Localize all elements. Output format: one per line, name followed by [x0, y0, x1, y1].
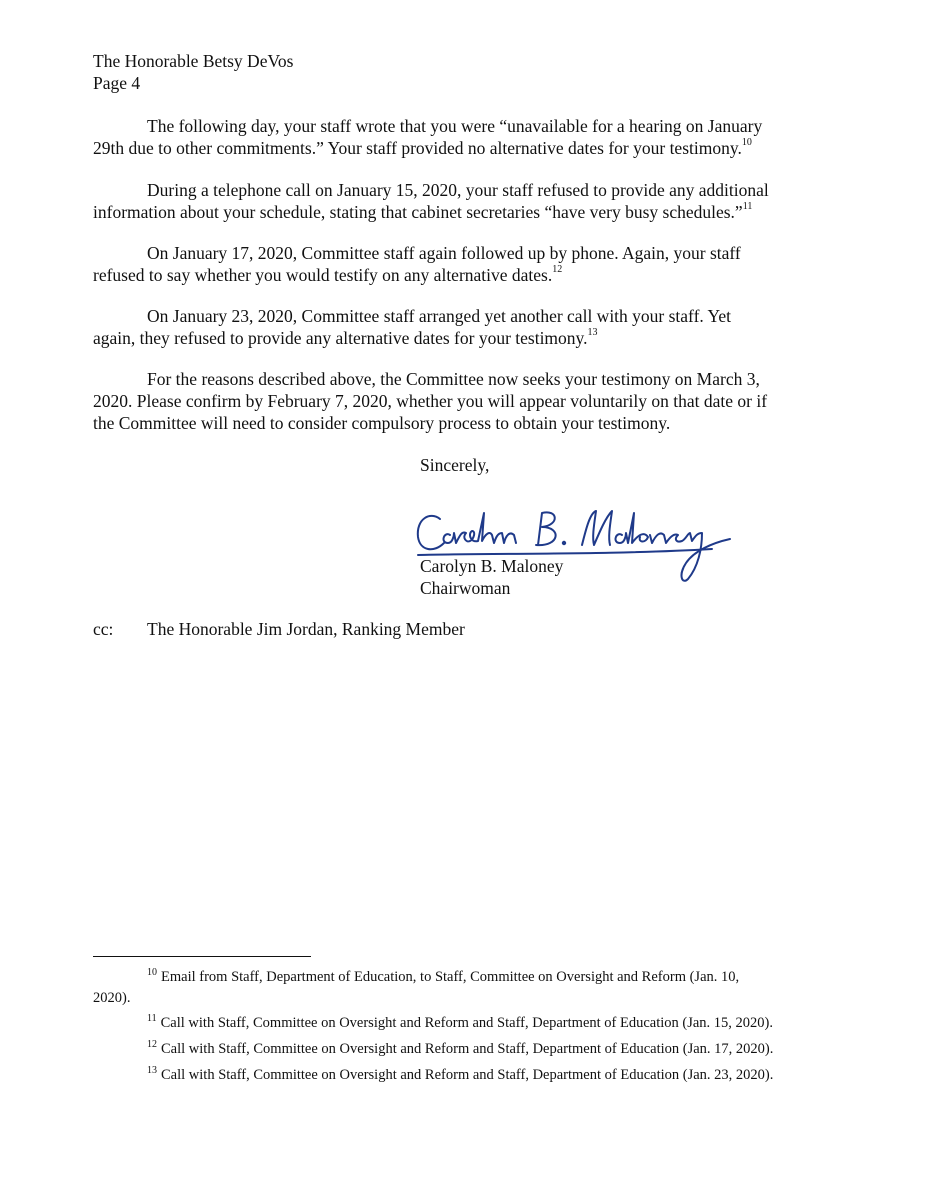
- paragraph-5-line-3: the Committee will need to consider compulsory process to obtain your testimony.: [93, 413, 671, 433]
- footnote-12-number: 12: [147, 1039, 157, 1051]
- paragraph-1-line-1: The following day, your staff wrote that you were “unavailable for a hearing on January: [147, 116, 763, 136]
- paragraph-3-line-1: On January 17, 2020, Committee staff again followed up by phone. Again, your staff: [147, 243, 741, 263]
- footnote-ref-13: 13: [587, 327, 598, 339]
- recipient-header: The Honorable Betsy DeVos: [93, 51, 294, 71]
- cc-label: cc:: [93, 619, 114, 639]
- paragraph-2-line-1: During a telephone call on January 15, 2020, your staff refused to provide any additional: [147, 180, 769, 200]
- footnote-ref-11: 11: [742, 201, 753, 213]
- footnote-13: $^{13}$ Call with Staff, Committee on Oversight and Reform and Staff, Department of Education (Jan. 23, 2020).: [147, 1065, 774, 1083]
- footnote-10-line-1: $^{10}$ Email from Staff, Department of Education, to Staff, Committee on Oversight and Reform (Jan. 10,: [147, 967, 740, 985]
- page-number: Page 4: [93, 73, 141, 93]
- footnote-11: $^{11}$ Call with Staff, Committee on Oversight and Reform and Staff, Department of Education (Jan. 15, 2020).: [147, 1013, 774, 1031]
- signatory-title: Chairwoman: [420, 578, 511, 598]
- footnote-10-line-2: 2020).: [93, 990, 131, 1006]
- paragraph-2-line-2: information about your schedule, stating that cabinet secretaries “have very busy schedules.”$^{11}$: [93, 201, 753, 222]
- paragraph-1-line-2: 29th due to other commitments.” Your staff provided no alternative dates for your testimony.$^{10}$: [93, 137, 752, 158]
- paragraph-5-line-1: For the reasons described above, the Committee now seeks your testimony on March 3,: [147, 369, 760, 389]
- paragraph-4-line-1: On January 23, 2020, Committee staff arranged yet another call with your staff. Yet: [147, 306, 732, 326]
- footnote-ref-10: 10: [741, 137, 752, 149]
- signatory-name: Carolyn B. Maloney: [420, 556, 564, 576]
- paragraph-3-line-2: refused to say whether you would testify on any alternative dates.$^{12}$: [93, 264, 563, 285]
- paragraph-5-line-2: 2020. Please confirm by February 7, 2020, whether you will appear voluntarily on that date or if: [93, 391, 768, 411]
- footnote-ref-12: 12: [552, 264, 563, 276]
- footnote-13-number: 13: [147, 1065, 157, 1077]
- footnote-separator: [93, 956, 311, 957]
- footnote-10-number: 10: [147, 967, 157, 979]
- footnote-12: $^{12}$ Call with Staff, Committee on Oversight and Reform and Staff, Department of Education (Jan. 17, 2020).: [147, 1039, 774, 1057]
- cc-recipient: The Honorable Jim Jordan, Ranking Member: [147, 619, 465, 639]
- footnote-11-number: 11: [147, 1013, 157, 1025]
- paragraph-4-line-2: again, they refused to provide any alternative dates for your testimony.$^{13}$: [93, 327, 598, 348]
- salutation: Sincerely,: [420, 455, 490, 475]
